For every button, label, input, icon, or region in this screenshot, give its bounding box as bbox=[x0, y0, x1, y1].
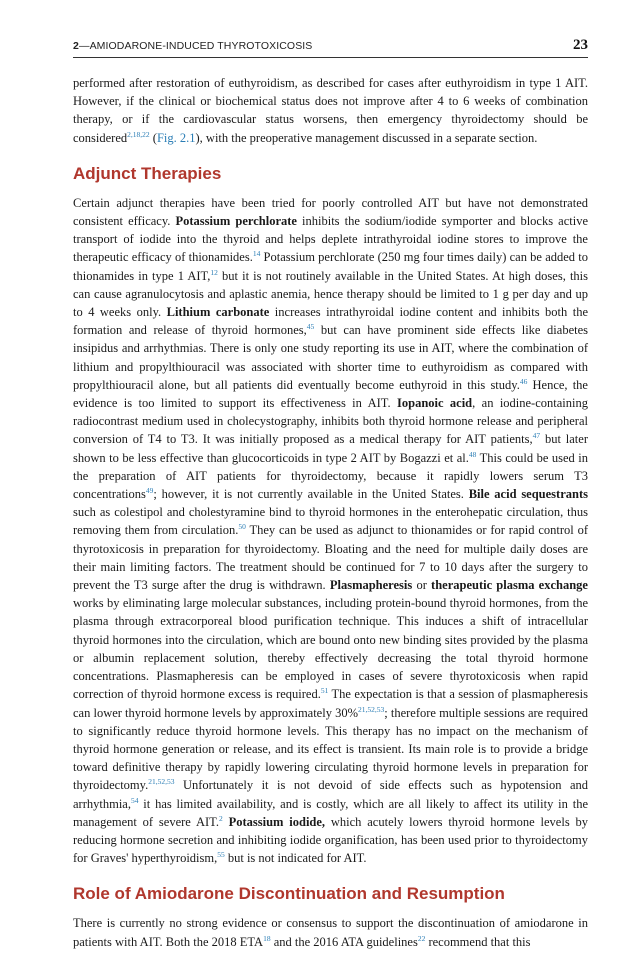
chapter-title: AMIODARONE-INDUCED THYROTOXICOSIS bbox=[89, 40, 313, 52]
citation[interactable]: 22 bbox=[417, 933, 426, 943]
term-therapeutic-plasma-exchange: therapeutic plasma exchange bbox=[431, 578, 588, 593]
page-number: 23 bbox=[573, 37, 588, 53]
paragraph-amiodarone-discontinuation: There is currently no strong evidence or consensus to support the discontinuation of amiodarone in patients with AIT. Both the 2018 ETA$^{18}$ and the 2016 ATA guidelines$^{22}$ recommend that this bbox=[73, 916, 588, 949]
citation[interactable]: 51 bbox=[320, 686, 329, 696]
citation[interactable]: 49 bbox=[145, 486, 154, 496]
citation[interactable]: 54 bbox=[130, 795, 139, 805]
citation[interactable]: 50 bbox=[238, 522, 246, 532]
figure-link[interactable]: Fig. 2.1 bbox=[156, 130, 196, 145]
citation[interactable]: 14 bbox=[252, 249, 261, 259]
citation[interactable]: 55 bbox=[217, 850, 225, 860]
running-head bbox=[73, 37, 588, 58]
citation[interactable]: 21,52,53 bbox=[358, 704, 385, 714]
running-head-separator: — bbox=[78, 40, 90, 52]
running-head-title bbox=[73, 40, 312, 52]
section-heading-adjunct-therapies: Adjunct Therapies bbox=[73, 163, 222, 183]
citation[interactable]: 48 bbox=[468, 449, 477, 459]
citation[interactable]: 18 bbox=[263, 933, 271, 943]
body-text bbox=[73, 74, 588, 951]
paragraph-continuation: performed after restoration of euthyroidism, as described for cases after euthyroidism in type 1 AIT. However, if the clinical or biochemical status does not improve after 4 to 6 weeks of combination therapy, or if the cardiovascular status worsens, then emergency thyroidectomy should be considered$^{2,18,22}$ (Fig. 2.1), with the preoperative management discussed in a separate section. bbox=[73, 76, 588, 145]
term-potassium-perchlorate: Potassium perchlorate bbox=[175, 214, 297, 229]
term-iopanoic-acid: Iopanoic acid bbox=[397, 396, 473, 411]
citation[interactable]: 2,18,22 bbox=[127, 129, 150, 139]
citation[interactable]: 45 bbox=[306, 322, 315, 332]
citation[interactable]: 12 bbox=[210, 267, 218, 277]
term-potassium-iodide: Potassium iodide, bbox=[228, 814, 326, 829]
citation[interactable]: 46 bbox=[519, 376, 528, 386]
term-lithium-carbonate: Lithium carbonate bbox=[166, 305, 270, 320]
citation[interactable]: 47 bbox=[532, 431, 541, 441]
citation[interactable]: 2 bbox=[219, 813, 223, 823]
term-plasmapheresis: Plasmapheresis bbox=[329, 578, 413, 593]
section-heading-amiodarone-discontinuation: Role of Amiodarone Discontinuation and Resumption bbox=[73, 884, 505, 904]
chapter-number: 2 bbox=[73, 40, 79, 52]
term-bile-acid-sequestrants: Bile acid sequestrants bbox=[468, 487, 588, 502]
paragraph-adjunct-therapies: Certain adjunct therapies have been tried for poorly controlled AIT but have not demonstrated consistent efficacy. Potassium perchlorate inhibits the sodium/iodide symporter and blocks active transport of iodide into the thyroid and helps deplete intrathyroidal iodine stores to improve the therapeutic efficacy of thionamides.$^{14}$ Potassium perchlorate (250 mg four times daily) can be added to thionamides in type 1 AIT,$^{12}$ but it is not routinely available in the United States. At high doses, this can cause agranulocytosis and aplastic anemia, hence therapy should be limited to 1 g per day and up to 4 weeks only. Lithium carbonate increases intrathyroidal iodine content and inhibits both the formation and release of thyroid hormones,$^{45}$ but can have prominent side effects like diabetes insipidus and arrhythmias. There is only one study reporting its use in AIT, where the combination of lithium and propylthiouracil was associated with shorter time to euthyroidism as compared with propylthiouracil alone, but all patients did eventually become euthyroid in this study.$^{46}$ Hence, the evidence is too limited to support its effectiveness in AIT. Iopanoic acid, an iodine-containing radiocontrast medium used in cholecystography, inhibits both thyroid hormone release and peripheral conversion of T4 to T3. It was initially proposed as a medical therapy for AIT patients,$^{47}$ but later shown to be less effective than glucocorticoids in type 2 AIT by Bogazzi et al.$^{48}$ This could be used in the preparation of AIT patients for thyroidectomy, because it rapidly lowers serum T3 concentrations$^{49}$; however, it is not currently available in the United States. Bile acid sequestrants such as colestipol and cholestyramine bind to thyroid hormones in the enterohepatic circulation, thus removing them from circulation.$^{50}$ They can be used as adjunct to thionamides or for rapid control of thyrotoxicosis in preparation for thyroidectomy. Bloating and the need for multiple daily doses are their main limiting factors. The treatment should be continued for 7 to 10 days after the surgery to prevent the T3 surge after the drug is withdrawn. Plasmapheresis or therapeutic plasma exchange works by eliminating large molecular substances, including protein-bound thyroid hormones, from the plasma through extracorporeal blood purification technique. This induces a shift of intracellular thyroid hormones into the circulation, which are bound onto new binding sites provided by the plasma or albumin replacement solution, thereby effectively decreasing the total thyroid hormone concentrations. Plasmapheresis can be employed in cases of severe thyrotoxicosis when rapid correction of thyroid hormone excess is required.$^{51}$ The expectation is that a session of plasmapheresis can lower thyroid hormone levels by approximately 30%$^{21,52,53}$; therefore multiple sessions are required to significantly reduce thyroid hormone levels. This therapy has no impact on the mechanism of thyroid hormone generation or release, and its effect is transient. Its main role is to provide a bridge toward definitive therapy by rapidly lowering circulating thyroid hormone levels in preparation for thyroidectomy.$^{21,52,53}$ Unfortunately it is not devoid of side effects such as hypotension and arrhythmia,$^{54}$ it has limited availability, and is costly, which are all likely to affect its utility in the management of severe AIT.$^2$ Potassium iodide, which acutely lowers thyroid hormone levels by reducing hormone secretion and inhibiting iodide organification, has been used prior to thyroidectomy for Graves' hyperthyroidism,$^{55}$ but is not indicated for AIT. bbox=[73, 195, 589, 866]
citation[interactable]: 21,52,53 bbox=[148, 777, 175, 787]
